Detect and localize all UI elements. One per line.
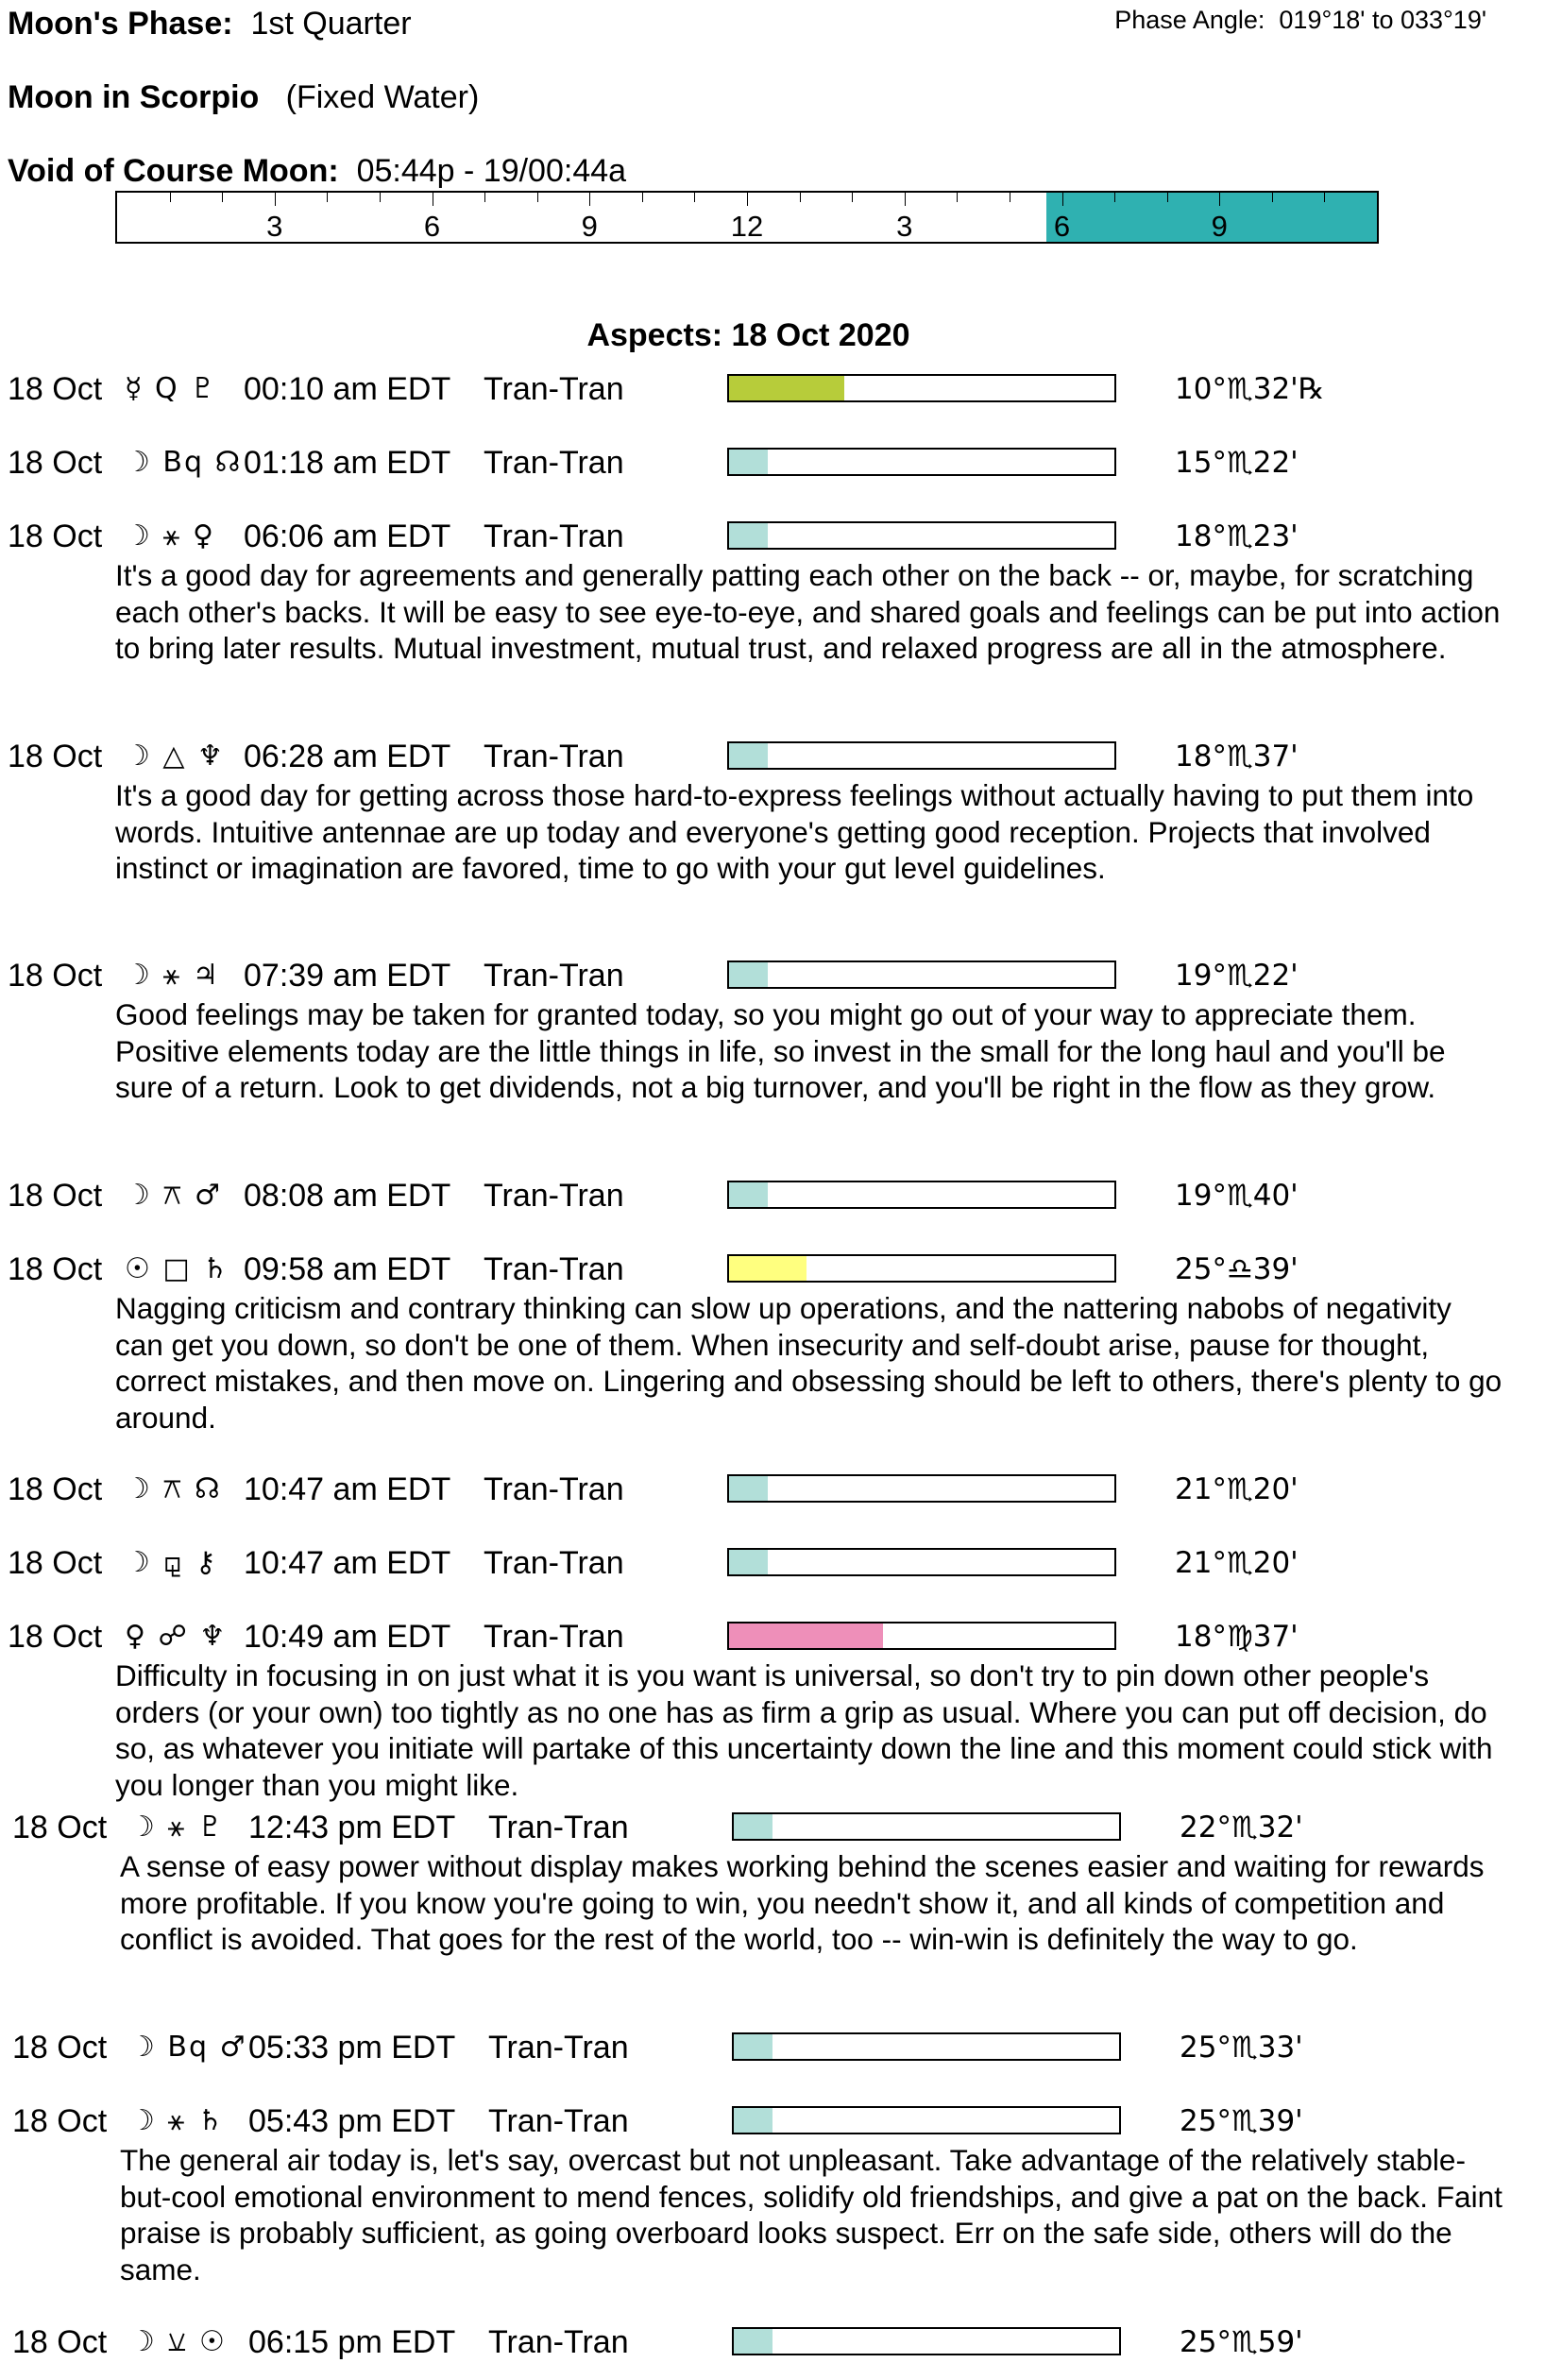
aspect-time: 06:15 pm EDT [248,2324,456,2360]
aspect-strength-fill [734,2034,772,2059]
aspect-time: 10:49 am EDT [244,1619,451,1655]
aspect-row [0,444,1545,489]
aspect-position: 22°♏32' [1180,1810,1303,1844]
aspect-description: It's a good day for getting across those hard-to-express feelings without actually having to put them into words. Intuitive antennae are up today and everyone's getting good reception. Projects that involved instinct or imagination are favored, time to go with your gut level guidelines. [115,778,1474,886]
aspect-row [0,1177,1545,1222]
timeline-hour-label: 6 [423,210,441,243]
aspect-time: 06:28 am EDT [244,739,451,774]
aspect-time: 10:47 am EDT [244,1471,451,1507]
aspect-time: 12:43 pm EDT [248,1810,456,1845]
aspect-position: 19°♏40' [1175,1179,1299,1213]
aspect-description: It's a good day for agreements and generally patting each other on the back -- or, maybe, for scratching each other's backs. It will be easy to see eye-to-eye, and shared goals and feelings can be put into action to bring later results. Mutual investment, mutual trust, and relaxed progress are all in the atmosphere. [115,558,1501,666]
aspect-date: 18 Oct [12,1810,108,1845]
aspect-type: Tran-Tran [484,1545,624,1581]
timeline-hour-label: 6 [1053,210,1071,243]
aspect-strength-bar [732,2032,1121,2061]
timeline-tick [170,193,171,202]
phase-angle-value: 019°18' to 033°19' [1279,6,1486,34]
aspect-time: 01:18 am EDT [244,445,451,481]
aspect-strength-bar [727,741,1116,770]
aspect-strength-bar [727,521,1116,550]
aspects-title: Aspects: 18 Oct 2020 [586,317,910,353]
aspect-date: 18 Oct [12,2103,108,2139]
aspect-type: Tran-Tran [484,1178,624,1214]
aspect-glyph: ☉ □ ♄ [125,1252,230,1285]
aspect-glyph: ☽ ⚻ ☊ [125,1472,222,1505]
void-of-course-value: 05:44p - 19/00:44a [356,153,627,189]
timeline-tick [642,193,643,202]
aspect-row [5,2029,1545,2074]
aspect-strength-bar [727,1548,1116,1576]
aspect-position: 25°♏39' [1180,2104,1303,2138]
aspect-row [5,2323,1545,2369]
aspect-strength-fill [734,2108,772,2133]
aspect-description: A sense of easy power without display makes working behind the scenes easier and waiting for rewards more profitable. If you know you're going to win, you needn't show it, and all kinds of competition and conflict is avoided. That goes for the rest of the world, too -- win-win is definitely the way to go. [120,1849,1485,1957]
aspect-type: Tran-Tran [484,518,624,554]
timeline-tick [327,193,328,202]
aspect-glyph: ☽ ⚹ ♇ [129,1810,225,1844]
aspect-date: 18 Oct [8,1471,103,1507]
timeline-tick [380,193,381,202]
aspect-strength-bar [732,2327,1121,2355]
moon-sign-line [8,79,479,116]
aspect-time: 07:39 am EDT [244,958,451,994]
aspect-time: 05:43 pm EDT [248,2103,456,2139]
aspect-date: 18 Oct [12,2324,108,2360]
aspect-glyph: ☿ Q ♇ [125,372,217,405]
moon-sign-value: (Fixed Water) [285,79,480,115]
timeline-tick [589,193,590,206]
aspect-row [0,518,1545,563]
aspect-time: 08:08 am EDT [244,1178,451,1214]
aspect-date: 18 Oct [8,1251,103,1287]
aspect-time: 09:58 am EDT [244,1251,451,1287]
aspect-glyph: ☽ ⚺ ☉ [129,2325,227,2358]
aspect-glyph: ☽ ⚻ ♂ [125,1179,222,1212]
aspect-time: 06:06 am EDT [244,518,451,554]
timeline-hour-label: 12 [730,210,764,243]
timeline-tick [537,193,538,202]
aspect-position: 21°♏20' [1175,1546,1299,1580]
aspect-date: 18 Oct [8,371,103,407]
aspect-strength-bar [727,1474,1116,1503]
aspect-time: 10:47 am EDT [244,1545,451,1581]
aspect-strength-bar [727,1622,1116,1650]
timeline-tick [1219,193,1220,206]
timeline-hour-label: 3 [266,210,283,243]
aspect-strength-fill [729,1550,768,1574]
aspect-type: Tran-Tran [484,371,624,407]
aspect-position: 18°♍37' [1175,1620,1299,1654]
aspect-date: 18 Oct [12,2030,108,2066]
aspect-type: Tran-Tran [488,2324,629,2360]
timeline-tick [800,193,801,202]
moon-phase-value: 1st Quarter [250,6,412,42]
aspect-strength-fill [729,1624,883,1648]
timeline-tick [484,193,485,202]
aspect-row [0,738,1545,783]
timeline-tick [222,193,223,202]
aspect-strength-fill [734,2329,772,2354]
timeline-tick [1062,193,1063,206]
aspect-type: Tran-Tran [484,1619,624,1655]
aspect-description: The general air today is, let's say, overcast but not unpleasant. Take advantage of the relatively stable-but-cool emotional environment to mend fences, solidify old friendships, and give a pat on the back. Faint praise is probably sufficient, as going overboard looks suspect. Err on the safe side, others will do the same. [120,2143,1503,2287]
aspect-type: Tran-Tran [484,958,624,994]
aspect-description: Good feelings may be taken for granted today, so you might go out of your way to appreciate them. Positive elements today are the little things in life, so invest in the small for the long haul and you'll be sure of a return. Look to get dividends, not a big turnover, and you'll be right in the flow as they grow. [115,997,1446,1105]
aspect-strength-fill [729,523,768,548]
aspect-position: 25°♏33' [1180,2031,1303,2065]
moon-phase-line [8,6,412,42]
aspect-row [0,957,1545,1002]
timeline-hour-label: 9 [581,210,598,243]
aspect-row [5,1809,1545,1854]
timeline-tick [275,193,276,206]
aspect-glyph: ☽ ⚹ ♃ [125,959,220,992]
aspect-type: Tran-Tran [484,1251,624,1287]
aspect-glyph: ☽ Bq ☊ [125,446,243,479]
aspect-date: 18 Oct [8,445,103,481]
aspect-description: Difficulty in focusing in on just what it is you want is universal, so don't try to pin down other people's orders (or your own) too tightly as no one has as firm a grip as usual. Where you can put off decision, do so, as whatever you initiate will partake of this uncertainty down the line and this moment could stick with you longer than you might like. [115,1658,1493,1803]
phase-angle-label: Phase Angle: [1114,6,1265,34]
timeline-tick [694,193,695,202]
timeline-tick [1324,193,1325,202]
aspect-strength-fill [729,1476,768,1501]
aspect-glyph: ☽ ⚼ ⚷ [125,1546,218,1579]
aspect-position: 19°♏22' [1175,959,1299,993]
aspect-row [0,1618,1545,1663]
aspect-strength-fill [729,962,768,987]
aspect-row [0,1250,1545,1296]
timeline-hour-label: 3 [896,210,913,243]
aspect-date: 18 Oct [8,518,103,554]
aspect-row [5,2102,1545,2148]
timeline-tick [852,193,853,202]
moon-phase-label: Moon's Phase: [8,6,233,42]
aspect-position: 15°♏22' [1175,446,1299,480]
aspect-type: Tran-Tran [488,2030,629,2066]
aspect-row [0,370,1545,416]
timeline-tick [1114,193,1115,202]
aspect-strength-bar [727,448,1116,476]
void-of-course-line [8,153,626,190]
timeline-tick [1167,193,1168,202]
void-of-course-label: Void of Course Moon: [8,153,339,189]
aspect-date: 18 Oct [8,739,103,774]
aspect-position: 21°♏20' [1175,1472,1299,1506]
aspect-row [0,1470,1545,1516]
aspect-strength-bar [732,2106,1121,2134]
timeline-hour-label: 9 [1211,210,1228,243]
aspect-strength-bar [727,1181,1116,1209]
moon-sign-label: Moon in Scorpio [8,79,260,115]
aspect-date: 18 Oct [8,958,103,994]
aspect-time: 05:33 pm EDT [248,2030,456,2066]
aspect-type: Tran-Tran [484,1471,624,1507]
aspect-date: 18 Oct [8,1178,103,1214]
aspect-position: 25°♏59' [1180,2325,1303,2359]
timeline-tick [1272,193,1273,202]
aspect-position: 10°♏32'℞ [1175,372,1325,406]
timeline-tick [747,193,748,206]
timeline-tick [957,193,958,202]
aspect-strength-bar [727,374,1116,402]
aspect-time: 00:10 am EDT [244,371,451,407]
aspect-strength-bar [727,1254,1116,1283]
aspect-strength-bar [732,1812,1121,1841]
aspect-strength-fill [729,376,844,400]
phase-angle-line [1114,6,1486,35]
aspect-type: Tran-Tran [484,445,624,481]
aspect-strength-fill [734,1814,772,1839]
aspect-type: Tran-Tran [488,1810,629,1845]
aspect-position: 18°♏37' [1175,740,1299,774]
aspect-description: Nagging criticism and contrary thinking can slow up operations, and the nattering nabobs of negativity can get you down, so don't be one of them. When insecurity and self-doubt arise, pause for thought, correct mistakes, and then move on. Lingering and obsessing should be left to others, there's plenty to go around. [115,1291,1503,1436]
aspect-strength-fill [729,1182,768,1207]
aspect-type: Tran-Tran [484,739,624,774]
void-of-course-timeline [115,191,1379,244]
aspect-strength-fill [729,743,768,768]
aspect-position: 25°♎39' [1175,1252,1299,1286]
aspect-glyph: ☽ △ ♆ [125,740,225,773]
aspect-date: 18 Oct [8,1545,103,1581]
aspect-glyph: ☽ ⚹ ♄ [129,2104,225,2137]
aspect-position: 18°♏23' [1175,519,1299,553]
aspect-glyph: ♀ ☍ ♆ [125,1620,228,1653]
aspect-strength-fill [729,450,768,474]
aspect-glyph: ☽ Bq ♂ [129,2031,247,2064]
aspect-strength-bar [727,960,1116,989]
aspect-date: 18 Oct [8,1619,103,1655]
aspect-type: Tran-Tran [488,2103,629,2139]
aspect-strength-fill [729,1256,806,1281]
timeline-tick [905,193,906,206]
aspect-row [0,1544,1545,1590]
aspect-glyph: ☽ ⚹ ♀ [125,519,215,552]
